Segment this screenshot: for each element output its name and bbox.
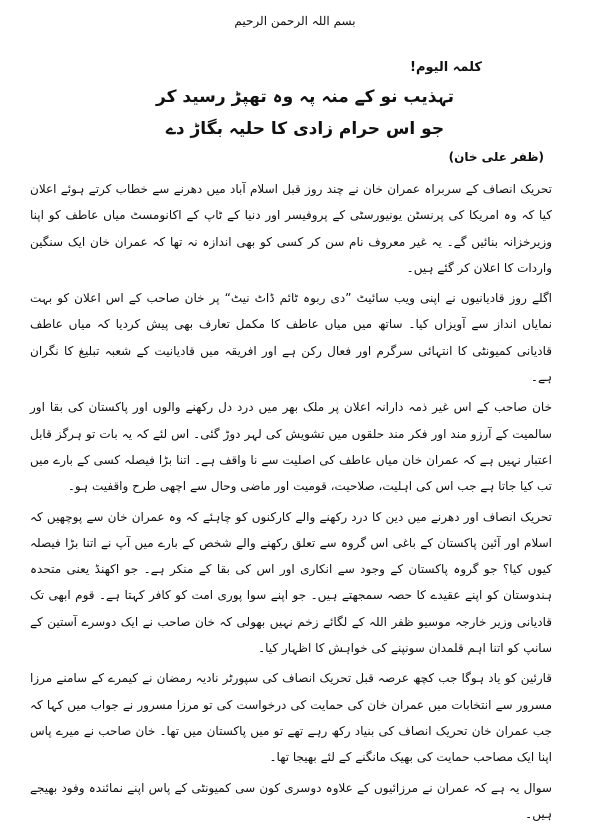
headline-line-1: تہذیب نو کے منہ پہ وہ تھپڑ رسید کر xyxy=(156,87,454,107)
column-kicker: کلمہ الیوم! xyxy=(410,60,482,75)
paragraph: خان صاحب کے اس غیر ذمہ دارانہ اعلان پر ملک بھر میں درد دل رکھنے والوں اور پاکستان کی بقا اور سالمیت کے آرزو مند اور فکر مند حلقوں میں تشویش کی لہر دوڑ گئی۔ اس لئے کہ یہ بات تو ہرگز قابل اعتبار نہیں ہے کہ عمران خان میاں عاطف کی اصلیت سے نا واقف ہے۔ اتنا بڑا فیصلہ کسی کے بارے میں تب کیا جاتا ہے جب اس کی اہلیت، صلاحیت، قومیت اور ماضی وحال سے اچھی طرح واقفیت ہو۔ xyxy=(30,400,552,494)
paragraph: قارئین کو یاد ہوگا جب کچھ عرصہ قبل تحریک انصاف کی سپورٹر نادیہ رمضان نے کیمرے کے سامنے مرزا مسرور سے انتخابات میں عمران خان کی حمایت کی درخواست کی تو مرزا مسرور نے جواب میں کہا کہ جب عمران خان تحریک انصاف کی بنیاد رکھ رہے تھے تو میں پاکستان میں تھا۔ خان صاحب نے میرے پاس اپنا ایک مصاحب حمایت کی بھیک مانگنے کے لئے بھیجا تھا۔ xyxy=(30,671,552,765)
paragraph: تحریک انصاف اور دھرنے میں دین کا درد رکھنے والے کارکنوں کو چاہئے کہ وہ عمران خان سے پوچھیں کہ اسلام اور آئین پاکستان کے باغی اس گروہ سے تعلق رکھنے والے شخص کے بارے میں آپ نے اتنا بڑا فیصلہ کیوں کیا؟ جو گروہ پاکستان کے وجود سے انکاری اور اس کی بقا کے منکر ہے۔ جو اکھنڈ یعنی متحدہ ہندوستان کو اپنے عقیدے کا حصہ سمجھتے ہیں۔ جو اپنے سوا پوری امت کو کافر کہتا ہے۔ قوم ابھی تک قادیانی وزیر خارجہ موسیو ظفر اللہ کے لگائے زخم نہیں بھولی کہ خان صاحب نے ایک دوسرے آستین کے سانپ کو اتنا اہم قلمدان سونپنے کی خواہش کا اظہار کیا۔ xyxy=(30,509,552,656)
paragraph: تحریک انصاف کے سربراہ عمران خان نے چند روز قبل اسلام آباد میں دھرنے سے خطاب کرتے ہوئے اعلان کیا کہ وہ امریکا کی پرنسٹن یونیورسٹی کے پروفیسر اور دنیا کے ٹاپ کے اکانومسٹ میاں عاطف کو اپنا وزیرخزانہ بنائیں گے۔ یہ غیر معروف نام سن کر کسی کو بھی اندازہ نہ تھا کہ عمران خان ایک سنگین واردات کا اعلان کر گئے ہیں۔ xyxy=(30,182,552,275)
headline-line-2: جو اس حرام زادی کا حلیہ بگاڑ دے xyxy=(165,119,445,139)
paragraph: سوال یہ ہے کہ عمران نے مرزائیوں کے علاوہ دوسری کون سی کمیونٹی کے پاس اپنے نمائندہ وفود بھیجے ہیں۔ xyxy=(30,780,552,821)
paragraph: اگلے روز قادیانیوں نے اپنی ویب سائیٹ ”دی ربوہ ٹائم ڈاٹ نیٹ“ پر خان صاحب کے اس اعلان کو بہت نمایاں انداز سے آویزاں کیا۔ ساتھ میں میاں عاطف کا مکمل تعارف بھی پیش کردیا کہ میاں عاطف قادیانی کمیونٹی کا انتہائی سرگرم اور فعال رکن ہے اور افریقہ میں قادیانیت کے شعبہ تبلیغ کا نگران ہے۔ xyxy=(30,291,552,385)
bismillah-heading: بسم اللہ الرحمن الرحیم xyxy=(234,14,356,28)
article-body xyxy=(30,176,552,831)
byline: (ظفر علی خان) xyxy=(448,150,544,164)
